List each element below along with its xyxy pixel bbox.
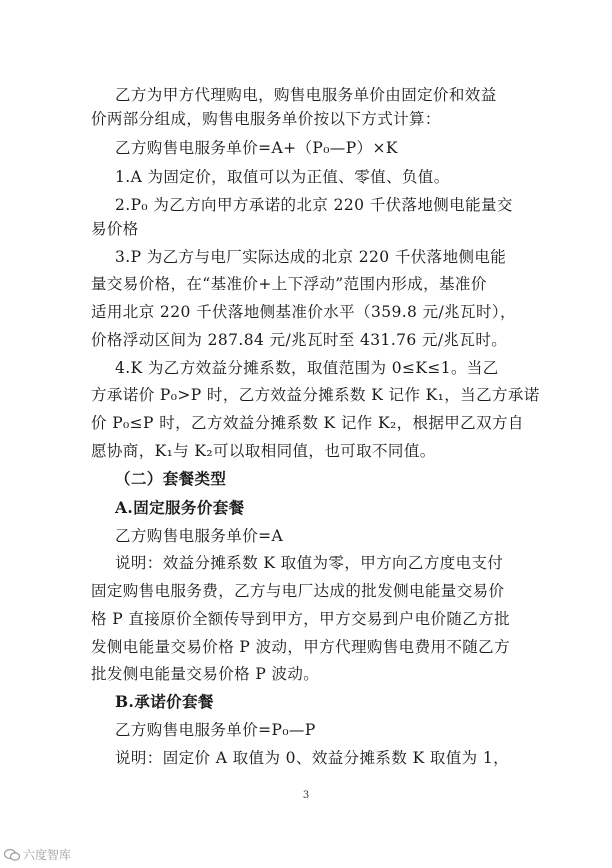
paragraph-line: 格 P 直接原价全额传导到甲方，甲方交易到户电价随乙方批 <box>91 610 510 628</box>
formula-line: 乙方购售电服务单价=A+（P₀—P）×K <box>115 139 398 157</box>
paragraph-line: 固定购售电服务费，乙方与电厂达成的批发侧电能量交易价 <box>91 582 505 600</box>
watermark <box>4 846 71 863</box>
watermark-text: 六度智库 <box>23 848 72 862</box>
paragraph-line: 发侧电能量交易价格 P 波动，甲方代理购售电费用不随乙方 <box>91 638 510 656</box>
paragraph-line: 1.A 为固定价，取值可以为正值、零值、负值。 <box>115 168 450 186</box>
section-heading: （二）套餐类型 <box>115 469 227 488</box>
paragraph-line: 说明：固定价 A 取值为 0、效益分摊系数 K 取值为 1， <box>115 749 510 767</box>
paragraph-line: 方承诺价 P₀>P 时，乙方效益分摊系数 K 记作 K₁，当乙方承诺 <box>91 386 540 404</box>
chat-bubble-icon <box>4 848 20 862</box>
paragraph-line: 价两部分组成，购售电服务单价按以下方式计算： <box>91 110 441 128</box>
paragraph-line: 价 P₀≤P 时，乙方效益分摊系数 K 记作 K₂，根据甲乙双方自 <box>91 414 524 432</box>
paragraph-line: 批发侧电能量交易价格 P 波动。 <box>91 665 320 683</box>
paragraph-line: 价格浮动区间为 287.84 元/兆瓦时至 431.76 元/兆瓦时。 <box>91 331 508 349</box>
paragraph-line: 适用北京 220 千伏落地侧基准价水平（359.8 元/兆瓦时）， <box>91 303 516 321</box>
paragraph-line: 2.P₀ 为乙方向甲方承诺的北京 220 千伏落地侧电能量交 <box>115 196 513 214</box>
formula-line: 乙方购售电服务单价=P₀—P <box>115 721 316 739</box>
page-number: 3 <box>302 790 310 801</box>
subsection-heading: A.固定服务价套餐 <box>115 498 245 517</box>
paragraph-line: 说明：效益分摊系数 K 取值为零，甲方向乙方度电支付 <box>115 554 504 572</box>
paragraph-line: 乙方为甲方代理购电，购售电服务单价由固定价和效益 <box>115 86 497 104</box>
paragraph-line: 3.P 为乙方与电厂实际达成的北京 220 千伏落地侧电能 <box>115 248 507 266</box>
paragraph-line: 易价格 <box>91 220 139 238</box>
paragraph-line: 4.K 为乙方效益分摊系数，取值范围为 0≤K≤1。当乙 <box>115 359 499 377</box>
subsection-heading: B.承诺价套餐 <box>115 692 214 711</box>
paragraph-line: 愿协商，K₁与 K₂可以取相同值，也可取不同值。 <box>91 442 436 460</box>
formula-line: 乙方购售电服务单价=A <box>115 527 284 545</box>
paragraph-line: 量交易价格，在“基准价+上下浮动”范围内形成，基准价 <box>91 275 487 293</box>
